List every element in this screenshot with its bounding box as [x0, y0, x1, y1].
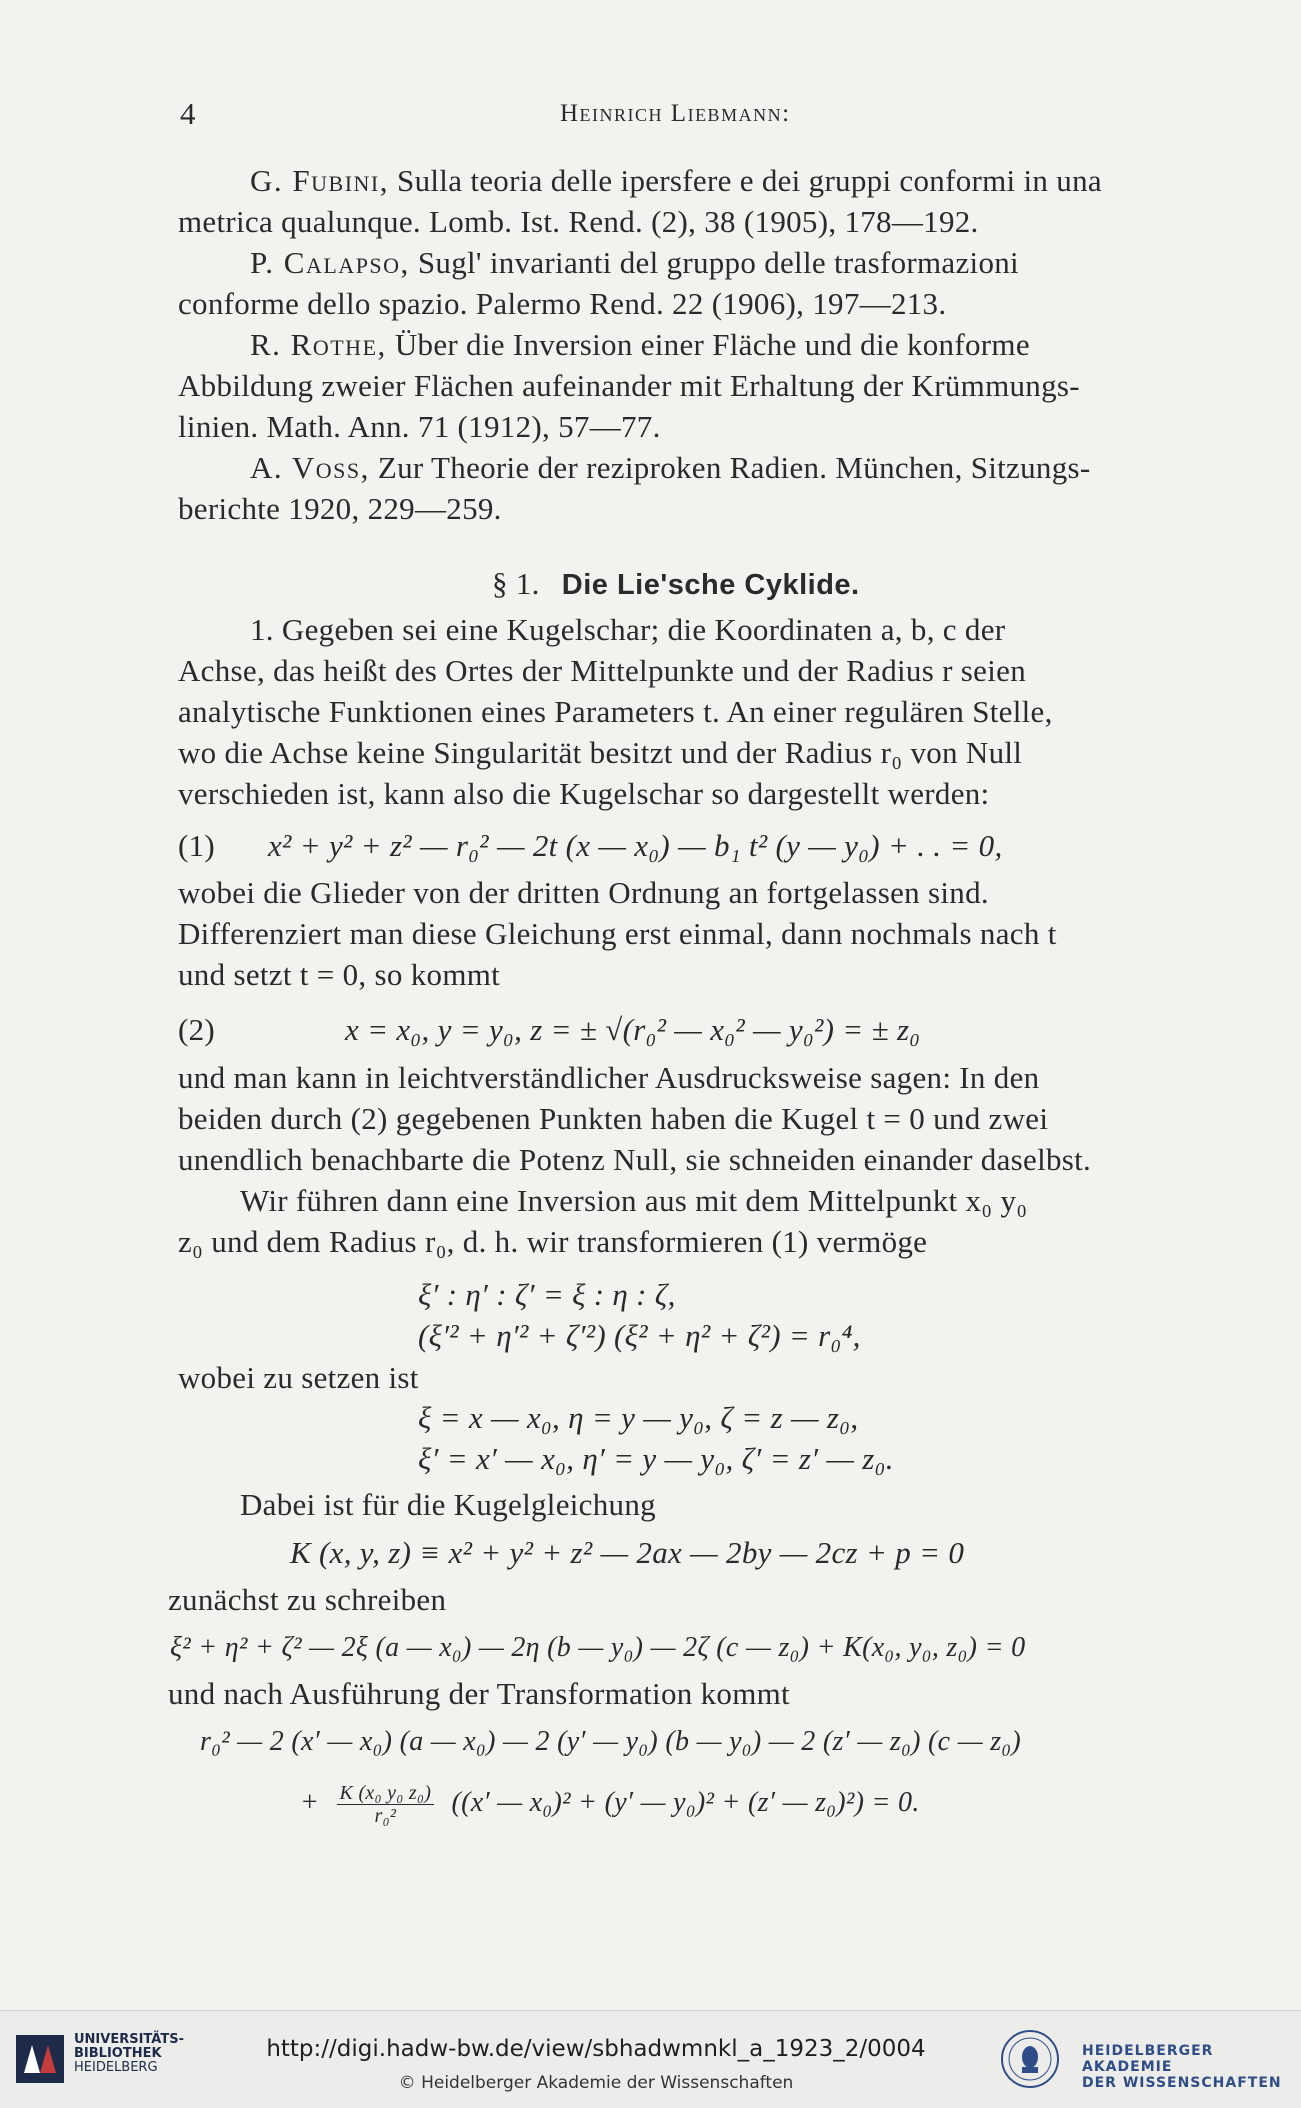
equation-4b: ξ′ = x′ — x₀, η′ = y — y₀, ζ′ = z′ — z₀.: [418, 1441, 894, 1476]
section-title: Die Lie'sche Cyklide.: [561, 569, 860, 601]
para-1-line-3: analytische Funktionen eines Parameters t. An einer regulären Stelle,: [178, 694, 1053, 729]
para-8: und nach Ausführung der Transformation kommt: [168, 1676, 790, 1711]
para-1-line-1: 1. Gegeben sei eine Kugelschar; die Koordinaten a, b, c der: [250, 612, 1006, 647]
section-sign: § 1.: [492, 566, 540, 601]
equation-2: x = x₀, y = y₀, z = ± √(r₀² — x₀² — y₀²) = ± z₀: [345, 1012, 921, 1047]
equation-5: K (x, y, z) ≡ x² + y² + z² — 2ax — 2by — 2cz + p = 0: [290, 1535, 965, 1570]
equation-4a: ξ = x — x₀, η = y — y₀, ζ = z — z₀,: [418, 1400, 859, 1435]
para-5: wobei zu setzen ist: [178, 1360, 419, 1395]
ref-1-line-1: [250, 163, 1102, 199]
academy-name-line-1: HEIDELBERGER AKADEMIE: [1082, 2043, 1214, 2075]
ref-4-text: Zur Theorie der reziproken Radien. München, Sitzungs-: [377, 450, 1091, 485]
ref-1-text: Sulla teoria delle ipersfere e dei gruppi conformi in una: [397, 163, 1102, 198]
footer-bar: [0, 2010, 1301, 2108]
section-heading: [492, 566, 860, 603]
page-number: 4: [180, 96, 196, 131]
equation-1-label: (1): [178, 828, 216, 863]
ref-2-author: P. Calapso,: [250, 245, 410, 280]
equation-1: x² + y² + z² — r₀² — 2t (x — x₀) — b₁ t² (y — y₀) + . . = 0,: [268, 828, 1003, 863]
equation-8: [300, 1782, 920, 1827]
ref-3-line-2: Abbildung zweier Flächen aufeinander mit Erhaltung der Krümmungs-: [178, 368, 1080, 403]
para-4-line-1: Wir führen dann eine Inversion aus mit dem Mittelpunkt x₀ y₀: [240, 1183, 1028, 1218]
ref-1-line-2: metrica qualunque. Lomb. Ist. Rend. (2), 38 (1905), 178—192.: [178, 204, 979, 239]
ref-3-text: Über die Inversion einer Fläche und die konforme: [394, 327, 1030, 362]
copyright-notice: © Heidelberger Akademie der Wissenschaften: [398, 2073, 794, 2093]
equation-3b: (ξ′² + η′² + ζ′²) (ξ² + η² + ζ²) = r₀⁴,: [418, 1318, 861, 1353]
equation-8-fraction: [337, 1782, 435, 1827]
ref-3-line-3: linien. Math. Ann. 71 (1912), 57—77.: [178, 409, 661, 444]
ref-2-line-2: conforme dello spazio. Palermo Rend. 22 (1906), 197—213.: [178, 286, 947, 321]
ref-2-line-1: [250, 245, 1019, 281]
university-library-name: [74, 2033, 184, 2075]
fraction-numerator: K (x₀ y₀ z₀): [337, 1782, 435, 1805]
equation-7: r₀² — 2 (x′ — x₀) (a — x₀) — 2 (y′ — y₀) (b — y₀) — 2 (z′ — z₀) (c — z₀): [200, 1726, 1022, 1757]
source-url-link[interactable]: http://digi.hadw-bw.de/view/sbhadwmnkl_a_1923_2/0004: [266, 2036, 926, 2062]
ref-2-text: Sugl' invarianti del gruppo delle trasformazioni: [417, 245, 1019, 280]
equation-6: ξ² + η² + ζ² — 2ξ (a — x₀) — 2η (b — y₀) — 2ζ (c — z₀) + K(x₀, y₀, z₀) = 0: [170, 1632, 1026, 1663]
ref-3-author: R. Rothe,: [250, 327, 387, 362]
university-library-logo-icon: [14, 2033, 66, 2085]
equation-2-label: (2): [178, 1012, 216, 1047]
para-7: zunächst zu schreiben: [168, 1582, 447, 1617]
ref-4-line-1: [250, 450, 1091, 486]
para-1-line-5: verschieden ist, kann also die Kugelschar so dargestellt werden:: [178, 776, 990, 811]
para-1-line-2: Achse, das heißt des Ortes der Mittelpunkte und der Radius r seien: [178, 653, 1026, 688]
ref-1-author: G. Fubini,: [250, 163, 389, 198]
library-name-line-2: BIBLIOTHEK: [74, 2046, 162, 2061]
academy-name: [1082, 2043, 1301, 2091]
para-2-line-1: wobei die Glieder von der dritten Ordnung an fortgelassen sind.: [178, 875, 989, 910]
para-3-line-3: unendlich benachbarte die Potenz Null, sie schneiden einander daselbst.: [178, 1142, 1092, 1177]
academy-name-line-2: DER WISSENSCHAFTEN: [1082, 2075, 1282, 2091]
para-4-line-2: z₀ und dem Radius r₀, d. h. wir transformieren (1) vermöge: [178, 1224, 928, 1259]
ref-4-line-2: berichte 1920, 229—259.: [178, 491, 502, 526]
equation-8-rest: ((x′ — x₀)² + (y′ — y₀)² + (z′ — z₀)²) = 0.: [451, 1786, 920, 1818]
fraction-denominator: r₀²: [374, 1805, 397, 1827]
academy-seal-icon: [1000, 2029, 1060, 2089]
para-3-line-2: beiden durch (2) gegebenen Punkten haben die Kugel t = 0 und zwei: [178, 1101, 1049, 1136]
running-title: Heinrich Liebmann:: [560, 100, 791, 127]
equation-8-plus: +: [300, 1786, 320, 1818]
para-3-line-1: und man kann in leichtverständlicher Ausdrucksweise sagen: In den: [178, 1060, 1040, 1095]
library-name-line-1: UNIVERSITÄTS-: [74, 2032, 184, 2047]
library-name-line-3: HEIDELBERG: [74, 2060, 158, 2075]
para-6: Dabei ist für die Kugelgleichung: [240, 1487, 656, 1522]
para-1-line-4: wo die Achse keine Singularität besitzt und der Radius r₀ von Null: [178, 735, 1023, 770]
ref-4-author: A. Voss,: [250, 450, 370, 485]
ref-3-line-1: [250, 327, 1030, 363]
para-2-line-2: Differenziert man diese Gleichung erst einmal, dann nochmals nach t: [178, 916, 1057, 951]
para-2-line-3: und setzt t = 0, so kommt: [178, 957, 501, 992]
equation-3a: ξ′ : η′ : ζ′ = ξ : η : ζ,: [418, 1277, 676, 1312]
